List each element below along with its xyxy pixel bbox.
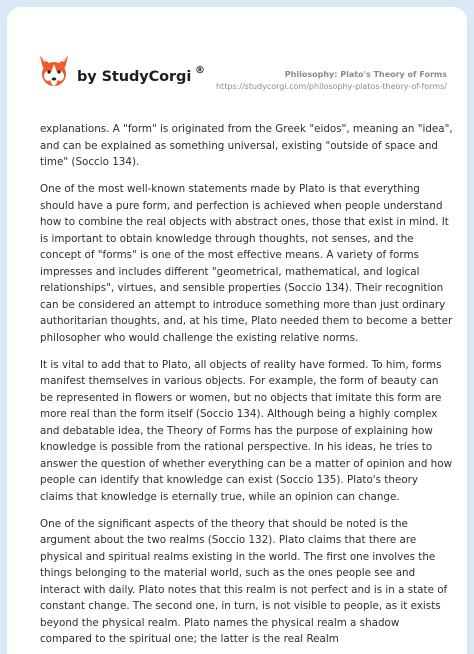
paragraph: One of the significant aspects of the theory that should be noted is the argument about the two realms (Soccio 132). Plato claims that there are physical and spiritual realms existing in the world. The first one involves the things belonging to the material world, such as the ones people see and interact with daily. Plato notes that this realm is not perfect and is in a state of constant change. The second one, in turn, is not visible to people, as it exists beyond the physical realm. Plato names the physical realm a shadow compared to the spiritual one; the latter is the real Realm [40,517,448,645]
paragraph: One of the most well-known statements made by Plato is that everything should have a pure form, and perfection is achieved when people understand how to combine the real objects with abstract ones, those that exist in mind. It is important to obtain knowledge through thoughts, not senses, and the concept of "forms" is one of the most effective means. A variety of forms impresses and includes different "geometrical, mathematical, and logical relationships", virtues, and sensible properties (Soccio 134). Their recognition can be considered an attempt to introduce something more than just ordinary authoritarian thoughts, and, at his time, Plato needed them to become a better philosopher who would challenge the existing relative norms. [40,183,453,344]
document-page [7,7,467,654]
paragraph: explanations. A "form" is originated from the Greek "eidos", meaning an "idea", and can be explained as something universal, existing "outside of space and time" (Soccio 134). [40,123,453,168]
corgi-logo-icon[interactable] [39,54,69,88]
document-title: Philosophy: Plato's Theory of Forms [284,70,447,79]
registered-mark: ® [195,65,205,76]
paragraph: It is vital to add that to Plato, all objects of reality have formed. To him, forms manifest themselves in various objects. For example, the form of beauty can be represented in flowers or women, but no objects that imitate this form are more real than the form itself (Soccio 134). Although being a highly complex and debatable idea, the Theory of Forms has the purpose of explaining how knowledge is possible from the rational perspective. In his ideas, he tries to answer the question of whether everything can be a matter of opinion and how people can identify that knowledge can exist (Soccio 135). Plato's theory claims that knowledge is eternally true, while an opinion can change. [40,358,453,503]
document-body [40,121,453,654]
document-url[interactable]: https://studycorgi.com/philosophy-platos-theory-of-forms/ [215,82,447,91]
brand-name[interactable]: by StudyCorgi [77,69,192,85]
page-header [7,7,467,99]
